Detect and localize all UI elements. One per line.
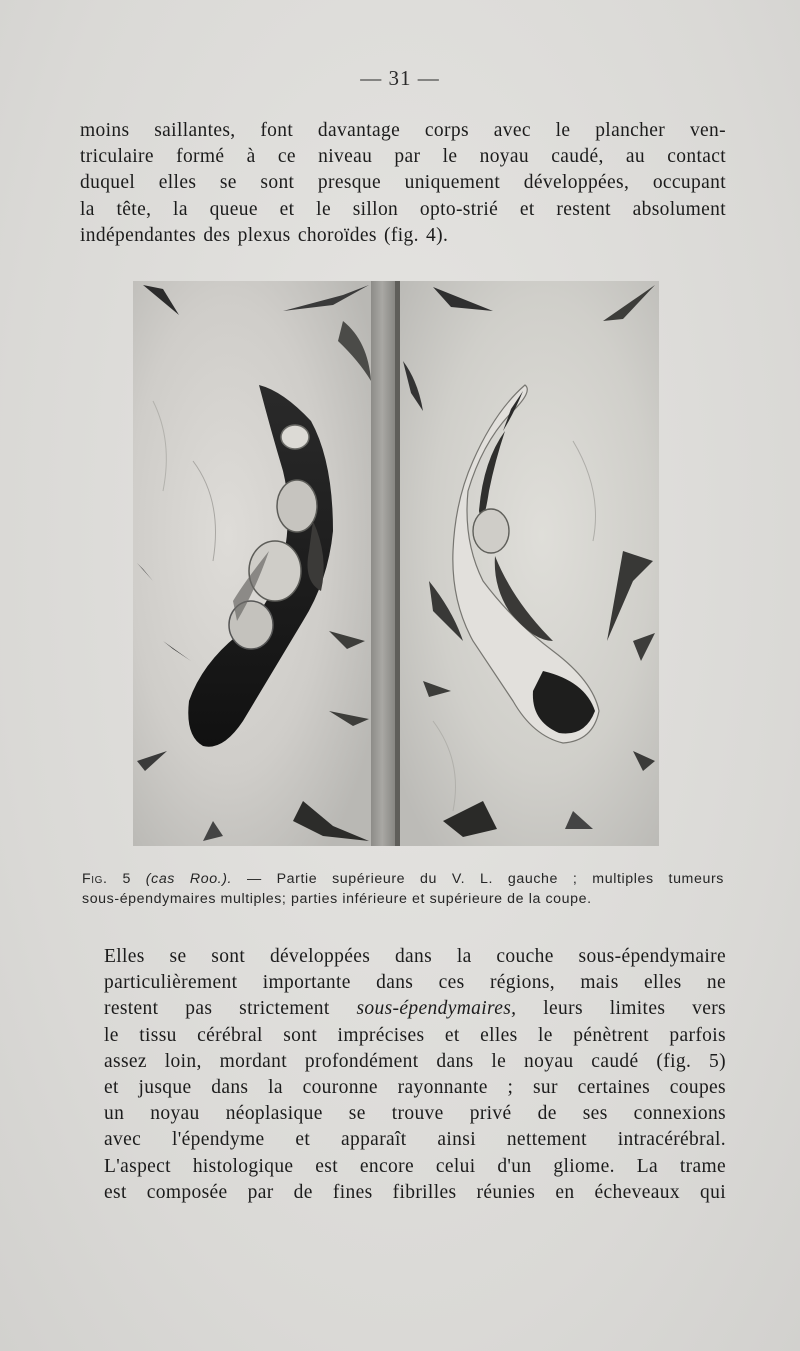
caption-case-ref: (cas Roo.). (145, 871, 233, 887)
caption-line-1 (82, 870, 724, 890)
text-line: indépendantes des plexus choroïdes (fig. 4). (80, 224, 449, 246)
figure-photograph (133, 281, 659, 846)
page-number: — 31 — (360, 66, 440, 90)
text-line: assez loin, mordant profondément dans le noyau caudé (fig. 5) (104, 1050, 726, 1072)
text-line: un noyau néoplasique se trouve privé de ses connexions (104, 1103, 726, 1125)
text-segment: restent pas strictement (104, 998, 357, 1020)
text-line: Elles se sont développées dans la couche sous-épendymaire (104, 946, 726, 967)
caption-fig-label: Fig. (82, 871, 108, 887)
text-line: L'aspect histologique est encore celui d'un gliome. La trame (104, 1155, 726, 1177)
text-line: triculaire formé à ce niveau par le noyau caudé, au contact (80, 146, 726, 168)
italic-term: sous-épendymaires, (356, 998, 517, 1020)
text-line-mixed (80, 996, 726, 1022)
caption-line-2: sous-épendymaires multiples; parties inférieure et supérieure de la coupe. (82, 890, 592, 907)
text-line: est composée par de fines fibrilles réunies en écheveaux qui (104, 1181, 726, 1203)
text-line: la tête, la queue et le sillon opto-strié et restent absolument (80, 198, 726, 220)
caption-fig-number: 5 (122, 871, 131, 887)
text-segment: leurs limites vers (516, 998, 726, 1020)
text-line: et jusque dans la couronne rayonnante ; sur certaines coupes (104, 1077, 726, 1099)
paragraph-top (80, 118, 726, 249)
brain-section-photo (133, 281, 659, 846)
figure-caption (82, 870, 724, 909)
text-line: avec l'épendyme et apparaît ainsi nettement intracérébral. (104, 1129, 726, 1151)
caption-line-1-text: — Partie supérieure du V. L. gauche ; multiples tumeurs (232, 871, 724, 887)
text-line: le tissu cérébral sont imprécises et elles le pénètrent parfois (104, 1024, 726, 1046)
text-line: duquel elles se sont presque uniquement développées, occupant (80, 172, 726, 194)
text-line: moins saillantes, font davantage corps avec le plancher ven- (80, 120, 726, 141)
text-line: particulièrement importante dans ces régions, mais elles ne (104, 972, 726, 994)
paragraph-bottom (80, 944, 726, 1206)
